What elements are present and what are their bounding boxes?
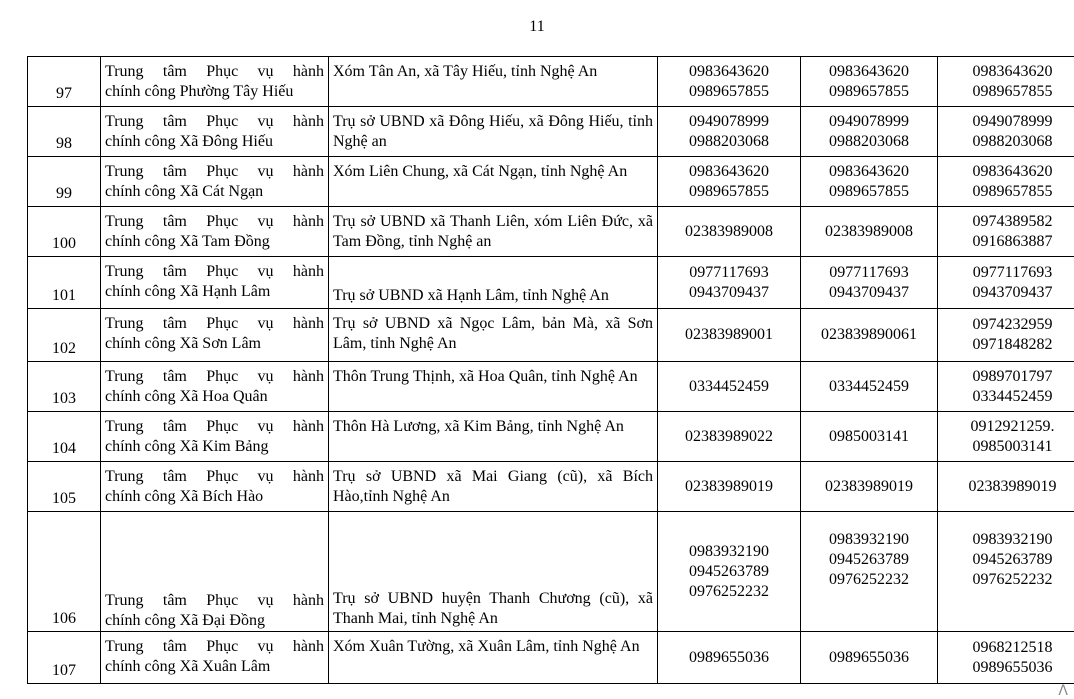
row-number: 103	[28, 362, 101, 412]
table-row	[28, 632, 1074, 684]
phone-number: 0983643620	[972, 162, 1053, 180]
phone-number: 0334452459	[829, 377, 909, 395]
phone-cell-3	[938, 207, 1074, 257]
phone-cell-2	[801, 362, 938, 412]
center-name: Trung tâm Phục vụ hành chính công Xã Tam Đồng	[101, 207, 329, 257]
phone-cell-1	[658, 157, 801, 207]
phone-cell-3	[938, 309, 1074, 362]
phone-cell-1	[658, 462, 801, 512]
table-row	[28, 107, 1074, 157]
phone-cell-2	[801, 157, 938, 207]
row-number: 107	[28, 632, 101, 684]
phone-cell-1	[658, 412, 801, 462]
phone-cell-1	[658, 257, 801, 309]
center-address: Thôn Hà Lương, xã Kim Bảng, tỉnh Nghệ An	[329, 412, 658, 462]
phone-number: 0983643620	[689, 62, 769, 80]
phone-cell-1	[658, 362, 801, 412]
phone-cell-3	[938, 57, 1074, 107]
center-name: Trung tâm Phục vụ hành chính công Xã Bích Hào	[101, 462, 329, 512]
center-address: Xóm Liên Chung, xã Cát Ngạn, tỉnh Nghệ An	[329, 157, 658, 207]
center-address: Xóm Xuân Tường, xã Xuân Lâm, tỉnh Nghệ An	[329, 632, 658, 684]
phone-number: 0985003141	[829, 427, 909, 445]
phone-number: 0989657855	[689, 182, 769, 200]
row-number: 106	[28, 512, 101, 632]
center-address: Trụ sở UBND huyện Thanh Chương (cũ), xã Thanh Mai, tỉnh Nghệ An	[329, 512, 658, 632]
table-row	[28, 207, 1074, 257]
phone-number: 0983643620	[972, 62, 1053, 80]
phone-number: 0983932190	[689, 542, 769, 560]
service-center-table	[27, 56, 1074, 684]
phone-cell-3	[938, 462, 1074, 512]
phone-cell-2	[801, 632, 938, 684]
center-address: Trụ sở UBND xã Đông Hiếu, xã Đông Hiếu, tỉnh Nghệ an	[329, 107, 658, 157]
scroll-indicator-icon: Λ	[1058, 683, 1068, 699]
center-name: Trung tâm Phục vụ hành chính công Xã Đông Hiếu	[101, 107, 329, 157]
phone-number: 0968212518	[972, 638, 1053, 656]
table-row	[28, 462, 1074, 512]
phone-number: 0977117693	[689, 263, 769, 281]
center-name: Trung tâm Phục vụ hành chính công Xã Cát Ngạn	[101, 157, 329, 207]
phone-number: 0983643620	[689, 162, 769, 180]
row-number: 101	[28, 257, 101, 309]
phone-number: 0989657855	[689, 82, 769, 100]
center-name: Trung tâm Phục vụ hành chính công Xã Hoa Quân	[101, 362, 329, 412]
phone-number: 0974232959	[972, 316, 1053, 333]
row-number: 97	[28, 57, 101, 107]
phone-cell-2	[801, 57, 938, 107]
center-name: Trung tâm Phục vụ hành chính công Xã Hạnh Lâm	[101, 257, 329, 309]
phone-cell-2	[801, 107, 938, 157]
phone-cell-2	[801, 309, 938, 362]
phone-number: 0976252232	[829, 571, 909, 588]
phone-number: 0989657855	[829, 182, 909, 200]
center-address: Thôn Trung Thịnh, xã Hoa Quân, tỉnh Nghệ An	[329, 362, 658, 412]
phone-number: 02383989019	[685, 477, 773, 495]
phone-number: 0943709437	[972, 283, 1053, 301]
phone-number: 0977117693	[829, 263, 909, 281]
phone-number: 0989655036	[972, 658, 1053, 676]
page-number: 11	[529, 18, 545, 35]
phone-cell-1	[658, 632, 801, 684]
phone-cell-2	[801, 207, 938, 257]
phone-number: 0943709437	[689, 283, 769, 301]
phone-number: 02383989001	[685, 326, 773, 343]
row-number: 98	[28, 107, 101, 157]
phone-number: 0989701797	[972, 367, 1053, 385]
phone-number: 0945263789	[689, 562, 769, 580]
phone-cell-2	[801, 257, 938, 309]
phone-number: 02383989008	[685, 222, 773, 240]
center-address: Trụ sở UBND xã Hạnh Lâm, tỉnh Nghệ An	[329, 257, 658, 309]
phone-number: 02383989019	[825, 477, 913, 495]
phone-number: 0988203068	[689, 132, 769, 150]
center-address: Xóm Tân An, xã Tây Hiếu, tỉnh Nghệ An	[329, 57, 658, 107]
center-name: Trung tâm Phục vụ hành chính công Xã Đại Đồng	[101, 512, 329, 632]
phone-number: 0976252232	[689, 582, 769, 600]
center-address: Trụ sở UBND xã Ngọc Lâm, bản Mà, xã Sơn Lâm, tỉnh Nghệ An	[329, 309, 658, 362]
phone-number: 0949078999	[972, 112, 1053, 130]
phone-cell-1	[658, 107, 801, 157]
phone-number: 0976252232	[972, 571, 1053, 588]
phone-number: 0949078999	[689, 112, 769, 130]
phone-number: 0916863887	[972, 232, 1053, 250]
phone-cell-1	[658, 207, 801, 257]
phone-number: 0985003141	[972, 437, 1053, 455]
center-name: Trung tâm Phục vụ hành chính công Phường Tây Hiếu	[101, 57, 329, 107]
phone-number: 0334452459	[689, 377, 769, 395]
phone-number: 0989657855	[972, 82, 1053, 100]
phone-number: 0943709437	[829, 283, 909, 301]
phone-number: 0989657855	[829, 82, 909, 100]
phone-number: 0983932190	[829, 531, 909, 548]
center-name: Trung tâm Phục vụ hành chính công Xã Sơn Lâm	[101, 309, 329, 362]
center-name: Trung tâm Phục vụ hành chính công Xã Kim Bảng	[101, 412, 329, 462]
phone-cell-3	[938, 257, 1074, 309]
table-row	[28, 157, 1074, 207]
phone-cell-3	[938, 512, 1074, 632]
row-number: 102	[28, 309, 101, 362]
phone-number: 0974389582	[972, 212, 1053, 230]
phone-number: 02383989008	[825, 222, 913, 240]
phone-number: 0945263789	[972, 551, 1053, 568]
table-row	[28, 362, 1074, 412]
phone-cell-3	[938, 362, 1074, 412]
phone-number: 0983643620	[829, 162, 909, 180]
phone-cell-3	[938, 157, 1074, 207]
row-number: 99	[28, 157, 101, 207]
phone-number: 023839890061	[821, 326, 917, 343]
center-address: Trụ sở UBND xã Thanh Liên, xóm Liên Đức, xã Tam Đồng, tỉnh Nghệ an	[329, 207, 658, 257]
phone-number: 0989657855	[972, 182, 1053, 200]
row-number: 105	[28, 462, 101, 512]
table-row	[28, 512, 1074, 632]
phone-cell-3	[938, 107, 1074, 157]
center-address: Trụ sở UBND xã Mai Giang (cũ), xã Bích Hào,tỉnh Nghệ An	[329, 462, 658, 512]
phone-number: 0949078999	[829, 112, 909, 130]
phone-number: 0977117693	[972, 263, 1053, 281]
phone-number: 0988203068	[829, 132, 909, 150]
phone-number: 0989655036	[829, 648, 909, 666]
phone-cell-2	[801, 512, 938, 632]
phone-cell-1	[658, 309, 801, 362]
phone-cell-3	[938, 632, 1074, 684]
table-row	[28, 412, 1074, 462]
table-row	[28, 257, 1074, 309]
row-number: 104	[28, 412, 101, 462]
phone-number: 0989655036	[689, 648, 769, 666]
phone-number: 02383989022	[685, 427, 773, 445]
phone-number: 0971848282	[972, 336, 1053, 353]
phone-cell-1	[658, 512, 801, 632]
phone-number: 0983643620	[829, 62, 909, 80]
phone-number: 0945263789	[829, 551, 909, 568]
phone-cell-2	[801, 462, 938, 512]
center-name: Trung tâm Phục vụ hành chính công Xã Xuân Lâm	[101, 632, 329, 684]
phone-cell-2	[801, 412, 938, 462]
phone-number: 0912921259.	[970, 417, 1055, 435]
table-row	[28, 309, 1074, 362]
phone-number: 0983932190	[972, 531, 1053, 548]
phone-cell-1	[658, 57, 801, 107]
phone-number: 0334452459	[972, 387, 1053, 405]
phone-number: 02383989019	[968, 477, 1057, 495]
row-number: 100	[28, 207, 101, 257]
phone-number: 0988203068	[972, 132, 1053, 150]
phone-cell-3	[938, 412, 1074, 462]
table-row	[28, 57, 1074, 107]
